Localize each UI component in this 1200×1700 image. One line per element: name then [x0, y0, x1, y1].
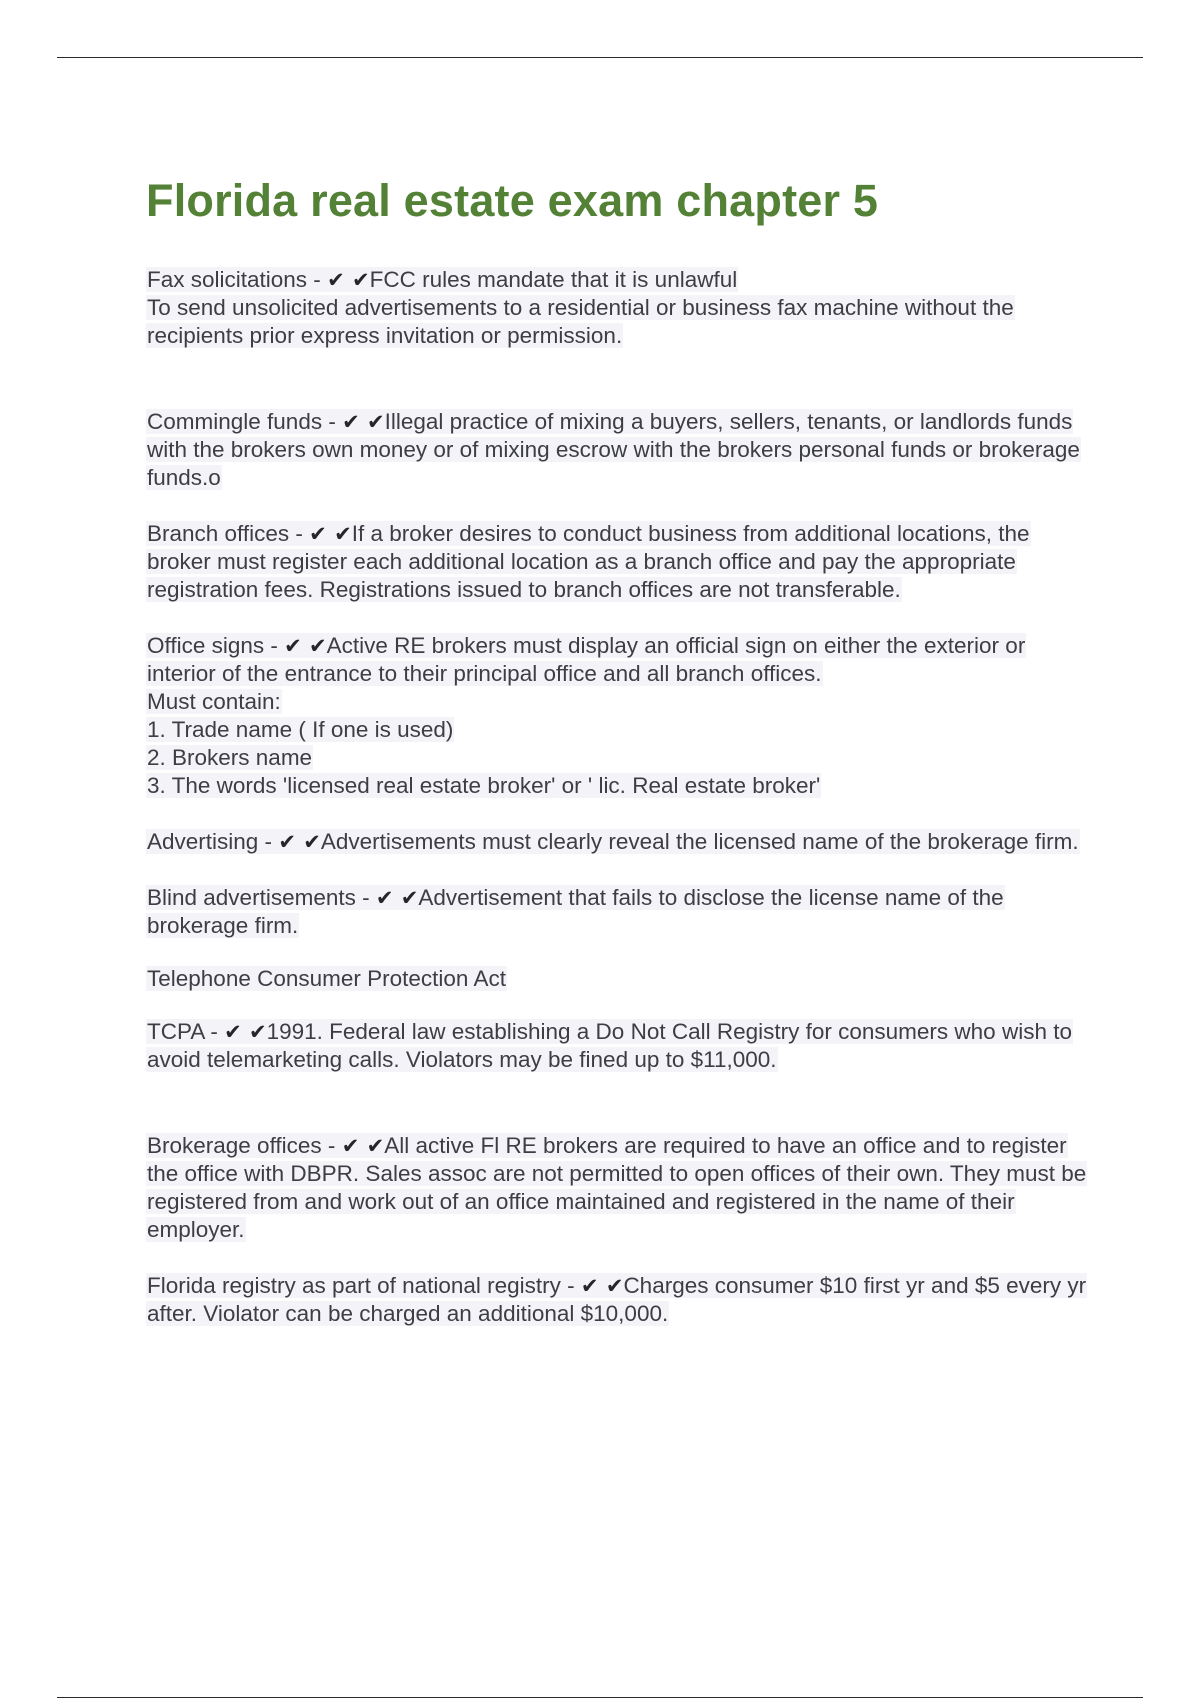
double-check-icon: ✔ ✔: [342, 410, 385, 434]
double-check-icon: ✔ ✔: [309, 522, 352, 546]
entry-term: Florida registry as part of national registry -: [147, 1273, 581, 1298]
double-check-icon: ✔ ✔: [224, 1020, 267, 1044]
entry-advertising: [146, 828, 1096, 856]
entry-definition: All active Fl RE brokers are required to have an office and to register the office with DBPR. Sales assoc are not permitted to open offices of their own. They must be registered from and work out of an office maintained and registered in the name of their employer.: [147, 1133, 1087, 1242]
double-check-icon: ✔ ✔: [580, 1274, 624, 1298]
heading-text: Telephone Consumer Protection Act: [147, 966, 506, 991]
entry-term: Advertising -: [147, 829, 279, 854]
entry-term: Office signs -: [147, 633, 285, 658]
entry-definition: Illegal practice of mixing a buyers, sellers, tenants, or landlords funds with the brokers own money or of mixing escrow with the brokers personal funds or brokerage funds.o: [147, 409, 1080, 490]
entry-definition: Advertisements must clearly reveal the licensed name of the brokerage firm.: [320, 829, 1079, 854]
entry-definition: FCC rules mandate that it is unlawful: [369, 267, 738, 292]
entry-term: Branch offices -: [147, 521, 310, 546]
entry-commingle-funds: [146, 408, 1096, 492]
list-item-brokers-name: 2. Brokers name: [147, 745, 313, 770]
entry-definition: Charges consumer $10 first yr and $5 every yr after. Violator can be charged an additional $10,000.: [147, 1273, 1087, 1326]
entry-definition: If a broker desires to conduct business from additional locations, the broker must register each additional location as a branch office and pay the appropriate registration fees. Registrations issued to branch offices are not transferable.: [147, 521, 1030, 602]
entry-definition-continued: To send unsolicited advertisements to a residential or business fax machine without the recipients prior express invitation or permission.: [147, 295, 1014, 348]
list-item-licensed-words: 3. The words 'licensed real estate broker' or ' lic. Real estate broker': [147, 773, 821, 798]
bottom-rule: [57, 1697, 1143, 1698]
document-body: [146, 168, 1096, 1328]
double-check-icon: ✔ ✔: [375, 886, 419, 910]
entry-term: Fax solicitations -: [147, 267, 328, 292]
must-contain-label: Must contain:: [147, 689, 281, 714]
double-check-icon: ✔ ✔: [327, 268, 370, 292]
entry-branch-offices: [146, 520, 1096, 604]
entry-term: TCPA -: [147, 1019, 225, 1044]
entry-office-signs: [146, 632, 1096, 800]
entry-term: Commingle funds -: [147, 409, 343, 434]
entry-florida-registry: [146, 1272, 1096, 1328]
entry-definition: 1991. Federal law establishing a Do Not Call Registry for consumers who wish to avoid telemarketing calls. Violators may be fined up to $11,000.: [147, 1019, 1072, 1072]
double-check-icon: ✔ ✔: [284, 634, 327, 658]
page-title: Florida real estate exam chapter 5: [146, 175, 879, 226]
top-rule: [57, 57, 1143, 58]
entry-fax-solicitations: [146, 266, 1096, 350]
entry-term: Brokerage offices -: [147, 1133, 342, 1158]
entry-definition: Advertisement that fails to disclose the license name of the brokerage firm.: [147, 885, 1004, 938]
entry-term: Blind advertisements -: [147, 885, 376, 910]
double-check-icon: ✔ ✔: [341, 1134, 385, 1158]
entry-definition: Active RE brokers must display an official sign on either the exterior or interior of the entrance to their principal office and all branch offices.: [147, 633, 1026, 686]
double-check-icon: ✔ ✔: [278, 830, 321, 854]
entry-brokerage-offices: [146, 1132, 1096, 1244]
entry-blind-advertisements: [146, 884, 1096, 940]
section-heading-tcpa: [146, 965, 1096, 993]
entry-tcpa: [146, 1018, 1096, 1074]
list-item-trade-name: 1. Trade name ( If one is used): [147, 717, 454, 742]
